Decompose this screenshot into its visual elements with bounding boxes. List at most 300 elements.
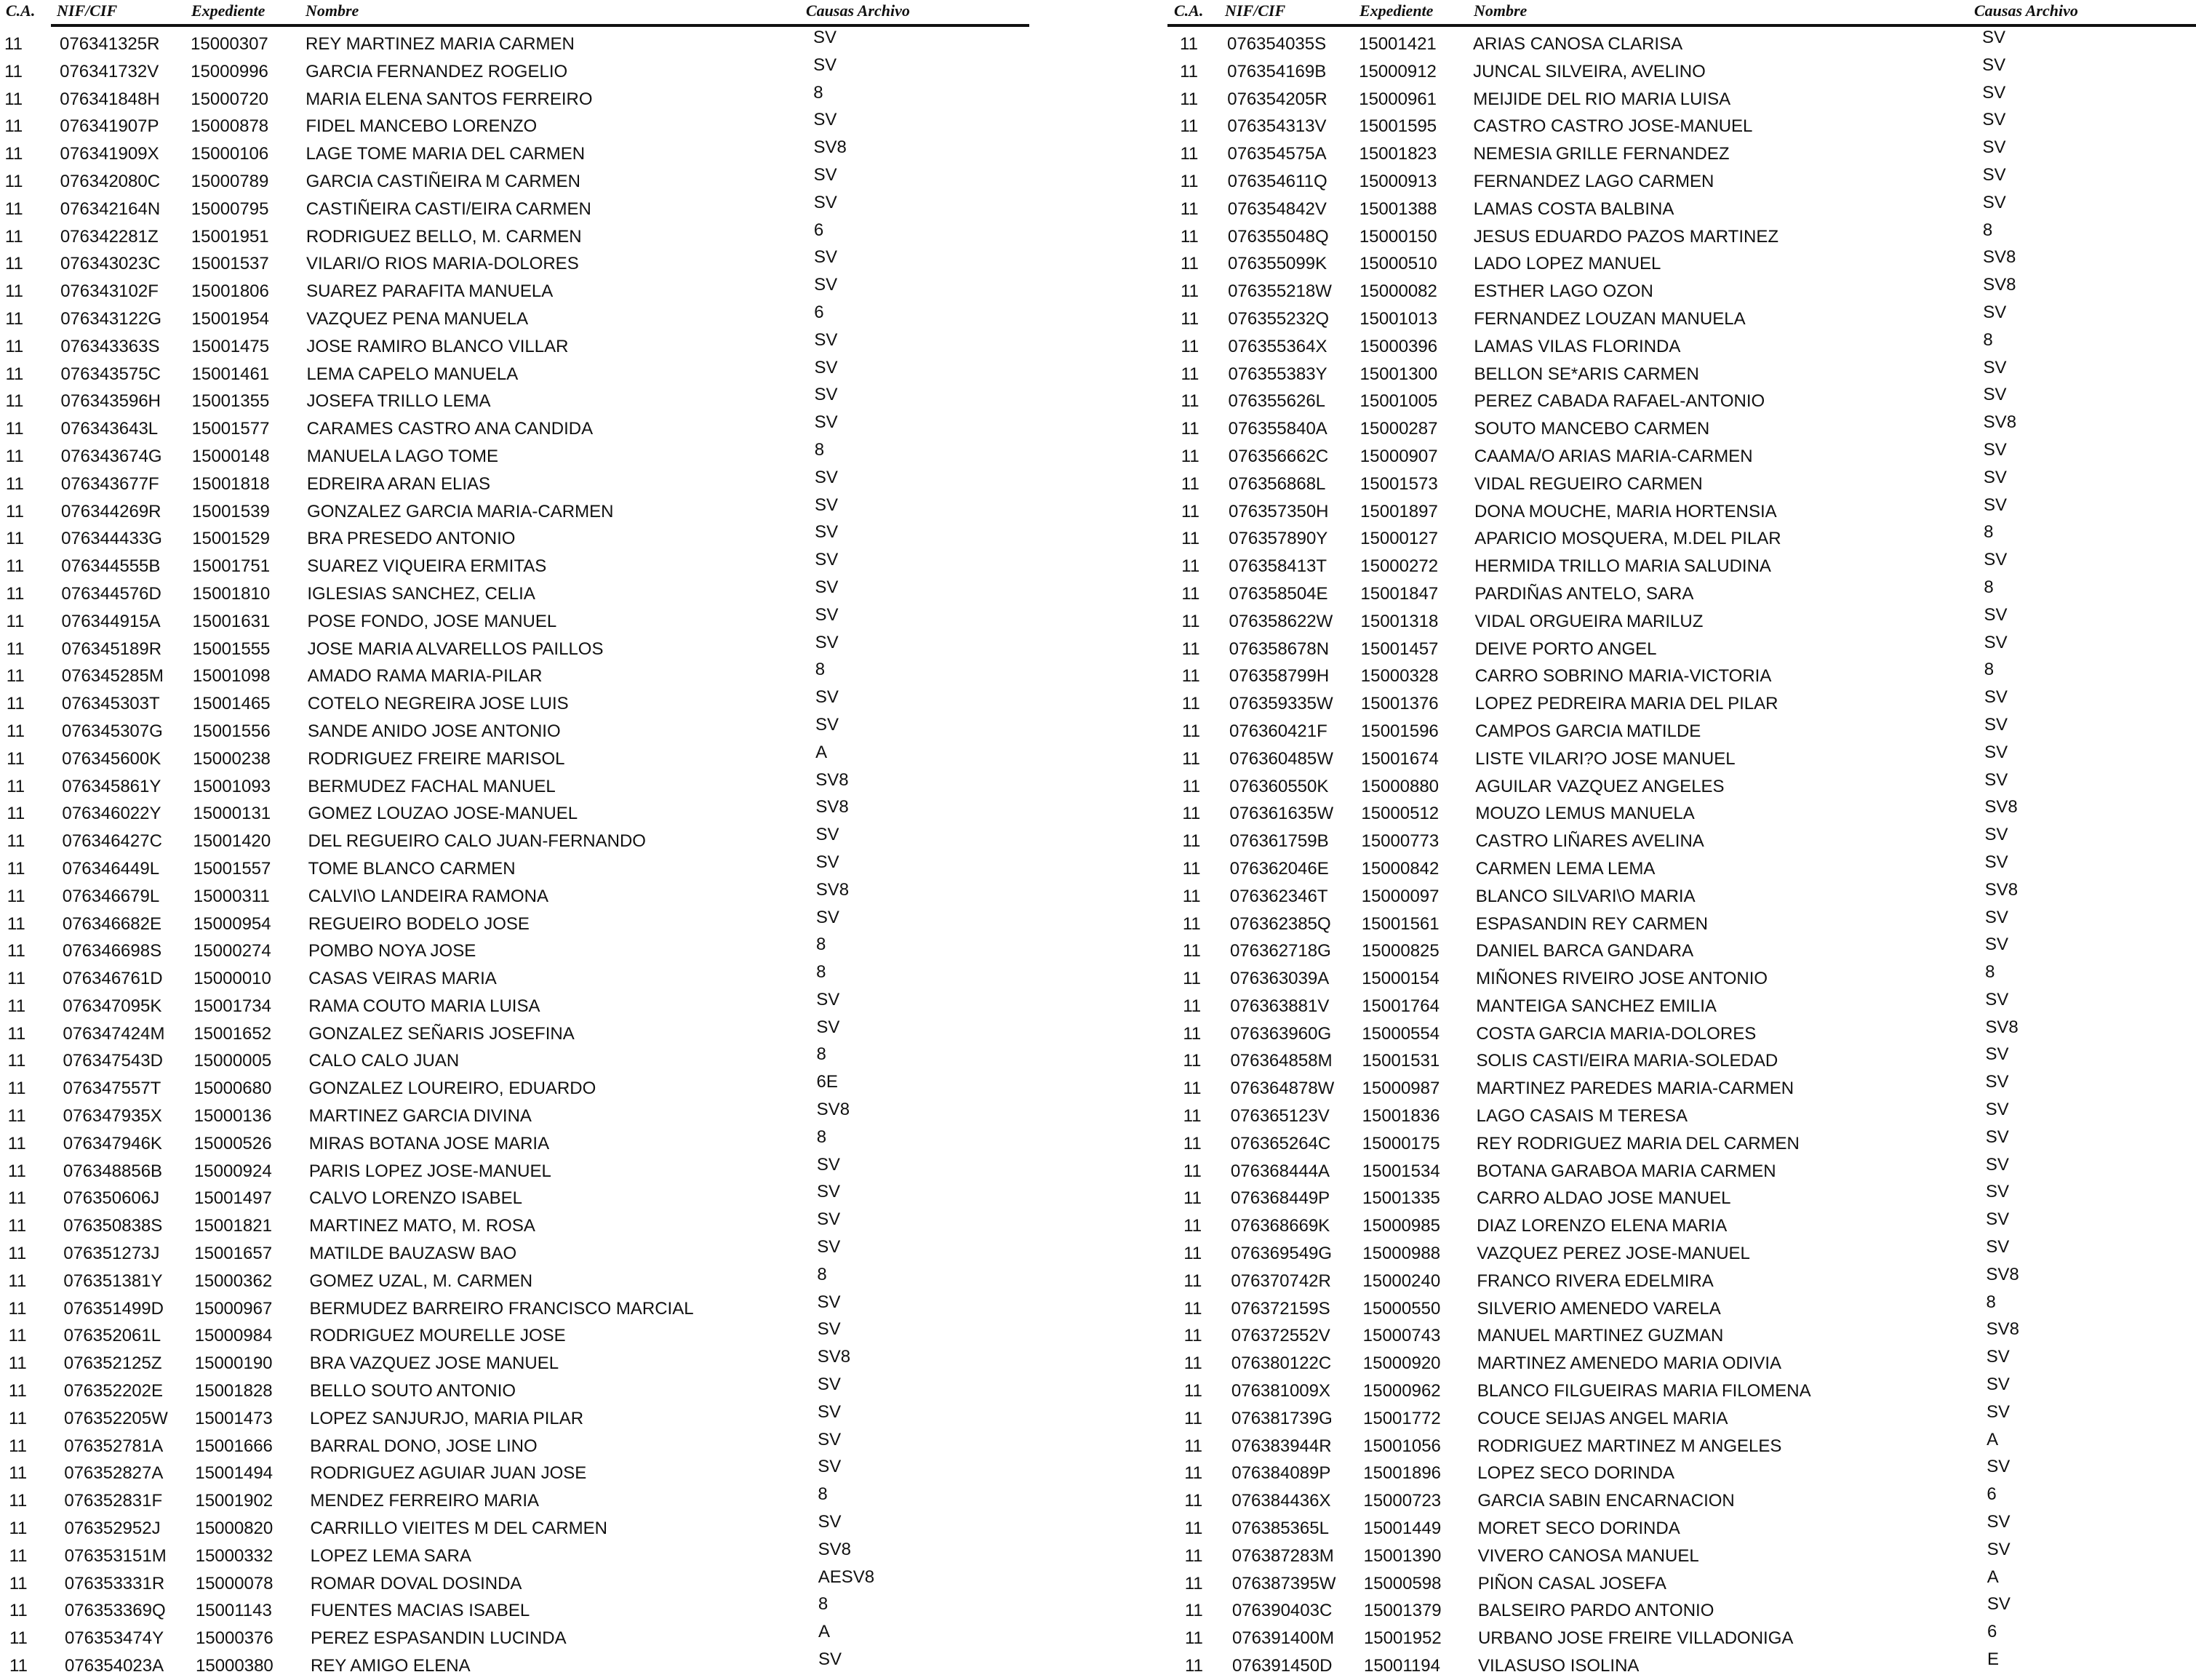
row-nif: 076342164N (60, 199, 161, 219)
row-nombre: IGLESIAS SANCHEZ, CELIA (307, 583, 535, 604)
row-causa: SV8 (815, 879, 850, 900)
row-causa: SV (1982, 28, 2006, 47)
row-nombre: MOUZO LEMUS MANUELA (1475, 804, 1695, 824)
table-row (1167, 742, 2196, 773)
row-causa: SV (817, 1237, 841, 1257)
row-nombre: JESUS EDUARDO PAZOS MARTINEZ (1473, 226, 1778, 247)
row-nombre: CASTRO CASTRO JOSE-MANUEL (1473, 116, 1753, 137)
row-nif: 076358799H (1229, 666, 1330, 687)
row-nombre: FUENTES MACIAS ISABEL (310, 1601, 530, 1621)
row-causa: SV (815, 907, 839, 927)
row-nif: 076351273J (63, 1244, 160, 1264)
row-nif: 076354313V (1227, 116, 1327, 137)
table-row (1167, 302, 2196, 333)
row-nombre: LAMAS VILAS FLORINDA (1474, 336, 1681, 356)
row-expediente: 15000396 (1359, 336, 1438, 356)
row-expediente: 15001555 (192, 639, 271, 659)
table-row (1167, 1567, 2196, 1598)
row-nombre: LADO LOPEZ MANUEL (1473, 254, 1661, 274)
row-expediente: 15000842 (1361, 858, 1440, 879)
row-causa: SV (1987, 1594, 2011, 1615)
table-row (1167, 825, 2196, 855)
row-expediente: 15000550 (1362, 1298, 1441, 1319)
row-expediente: 15001823 (1359, 144, 1437, 164)
row-nombre: VILARI/O RIOS MARIA-DOLORES (306, 254, 579, 274)
row-causa: 8 (814, 439, 825, 460)
row-causa: SV (1985, 1044, 2009, 1065)
row-expediente: 15001475 (191, 336, 270, 356)
row-nif: 076368444A (1230, 1161, 1330, 1181)
row-nif: 076383944R (1231, 1436, 1332, 1456)
row-nif: 076362046E (1229, 858, 1329, 879)
row-ca: 11 (4, 199, 23, 219)
row-ca: 11 (1184, 1545, 1203, 1566)
row-causa: SV (1984, 852, 2008, 872)
row-causa: SV (1983, 439, 2007, 460)
row-causa: SV (815, 550, 839, 570)
table-row (0, 660, 1029, 690)
row-nif: 076372159S (1231, 1298, 1330, 1319)
row-ca: 11 (9, 1573, 28, 1593)
table-row (0, 1457, 1029, 1487)
row-nombre: CARRILLO VIEITES M DEL CARMEN (310, 1519, 607, 1539)
row-causa: SV (815, 495, 839, 515)
row-causa: SV (1982, 192, 2006, 212)
row-nombre: POMBO NOYA JOSE (308, 941, 476, 961)
row-ca: 11 (1183, 996, 1202, 1016)
row-nif: 076346761D (63, 969, 163, 989)
row-nif: 076343674G (60, 446, 162, 466)
row-nombre: PARIS LOPEZ JOSE-MANUEL (308, 1161, 551, 1181)
row-expediente: 15001093 (193, 776, 271, 796)
row-causa: SV8 (1982, 247, 2016, 268)
table-row (1167, 962, 2196, 993)
row-nif: 076345303T (61, 694, 160, 714)
row-nif: 076353331R (64, 1573, 165, 1593)
row-ca: 11 (7, 969, 25, 989)
row-causa: E (1987, 1649, 2000, 1670)
row-causa: SV8 (813, 137, 847, 158)
header-expediente: Expediente (1359, 1, 1434, 20)
row-nif: 076343575C (60, 364, 161, 384)
row-expediente: 15001828 (194, 1381, 273, 1401)
row-ca: 11 (9, 1436, 28, 1456)
table-row (1167, 522, 2196, 553)
row-nif: 076354035S (1227, 34, 1327, 54)
table-row (0, 302, 1029, 333)
table-row (1167, 1622, 2196, 1652)
row-nif: 076343643L (60, 419, 159, 439)
row-nif: 076354842V (1227, 199, 1327, 219)
row-nombre: LAMAS COSTA BALBINA (1473, 199, 1674, 219)
row-causa: SV8 (1986, 1319, 2019, 1340)
row-expediente: 15000984 (194, 1326, 273, 1346)
row-causa: 8 (816, 1127, 827, 1147)
row-nif: 076351381Y (63, 1271, 163, 1291)
row-ca: 11 (8, 1271, 27, 1291)
row-nif: 076342080C (60, 171, 161, 191)
row-nombre: PIÑON CASAL JOSEFA (1477, 1573, 1666, 1593)
row-expediente: 15000723 (1363, 1491, 1442, 1511)
row-nombre: CARMEN LEMA LEMA (1475, 858, 1656, 879)
row-ca: 11 (1184, 1628, 1203, 1649)
row-causa: SV (817, 1182, 841, 1202)
row-causa: SV (814, 467, 838, 487)
row-ca: 11 (1184, 1408, 1202, 1428)
table-row (1167, 550, 2196, 580)
row-expediente: 15000962 (1362, 1381, 1441, 1401)
row-causa: SV8 (817, 1347, 851, 1367)
table-row (1167, 604, 2196, 636)
table-row (0, 797, 1029, 828)
row-nif: 076348856B (63, 1161, 163, 1181)
row-ca: 11 (4, 89, 23, 109)
row-nif: 076345861Y (62, 776, 161, 796)
row-expediente: 15000526 (193, 1133, 272, 1153)
row-expediente: 15001652 (193, 1023, 272, 1044)
row-nombre: VILASUSO ISOLINA (1478, 1656, 1640, 1676)
row-nif: 076347946K (63, 1133, 162, 1153)
row-nombre: BALSEIRO PARDO ANTONIO (1477, 1601, 1714, 1621)
row-causa: SV (1986, 1182, 2010, 1202)
row-expediente: 15001056 (1363, 1436, 1441, 1456)
row-nif: 076359335W (1229, 694, 1333, 714)
table-row (1167, 1429, 2196, 1460)
row-causa: SV8 (1984, 879, 2019, 900)
row-nombre: MENDEZ FERREIRO MARIA (310, 1491, 540, 1511)
table-row (1167, 1127, 2196, 1158)
row-ca: 11 (1181, 308, 1199, 329)
row-nif: 076345285M (61, 666, 164, 687)
row-causa: SV (816, 989, 840, 1009)
row-expediente: 15000825 (1361, 941, 1440, 961)
row-ca: 11 (1183, 1133, 1202, 1153)
row-nombre: VAZQUEZ PEREZ JOSE-MANUEL (1477, 1244, 1750, 1264)
row-causa: 6 (813, 220, 824, 240)
table-row (0, 275, 1029, 305)
table-row (1167, 55, 2196, 86)
row-nif: 076345189R (61, 639, 162, 659)
row-ca: 11 (1183, 1106, 1202, 1127)
row-causa: SV (1984, 632, 2008, 652)
table-row (0, 1154, 1029, 1185)
row-nombre: BELLO SOUTO ANTONIO (309, 1381, 516, 1401)
row-causa: SV (1982, 82, 2006, 103)
row-nif: 076346679L (62, 886, 160, 906)
row-causa: SV (814, 275, 838, 295)
row-ca: 11 (4, 254, 23, 274)
row-expediente: 15000274 (193, 941, 271, 961)
row-ca: 11 (1182, 913, 1201, 934)
row-nombre: CALVI\O LANDEIRA RAMONA (308, 886, 549, 906)
table-row (0, 852, 1029, 883)
row-expediente: 15001539 (192, 501, 270, 521)
row-nif: 076356662C (1228, 446, 1329, 466)
row-expediente: 15001902 (195, 1491, 273, 1511)
row-expediente: 15001821 (194, 1216, 272, 1236)
row-ca: 11 (1183, 1216, 1202, 1236)
row-ca: 11 (1180, 254, 1199, 274)
row-causa: SV (1985, 1100, 2009, 1120)
row-nombre: BELLON SE*ARIS CARMEN (1474, 364, 1699, 384)
row-ca: 11 (9, 1601, 28, 1621)
table-row (1167, 164, 2196, 196)
row-causa: SV (1987, 1401, 2011, 1422)
row-nombre: CALO CALO JUAN (308, 1051, 460, 1071)
row-ca: 11 (1181, 501, 1199, 521)
row-nombre: DIAZ LORENZO ELENA MARIA (1477, 1216, 1728, 1236)
row-nif: 076363960G (1230, 1023, 1332, 1044)
row-expediente: 15000097 (1361, 886, 1440, 906)
row-nif: 076387395W (1231, 1573, 1336, 1593)
row-nif: 076368449P (1231, 1188, 1330, 1209)
row-causa: SV (815, 522, 839, 543)
row-nif: 076343677F (60, 473, 159, 494)
row-expediente: 15001465 (192, 694, 271, 714)
row-causa: SV (814, 357, 838, 377)
row-nif: 076355218W (1228, 281, 1332, 302)
header-expediente: Expediente (191, 1, 265, 20)
row-causa: SV (1984, 714, 2008, 735)
row-causa: SV (818, 1401, 842, 1422)
row-expediente: 15000106 (191, 144, 269, 164)
row-expediente: 15000512 (1361, 804, 1440, 824)
table-row (0, 1429, 1029, 1460)
row-expediente: 15001379 (1363, 1601, 1442, 1621)
header-ca: C.A. (1174, 1, 1204, 20)
row-expediente: 15001420 (193, 831, 271, 852)
row-nif: 076363039A (1230, 969, 1330, 989)
row-nif: 076353369Q (64, 1601, 166, 1621)
row-nombre: LOPEZ SECO DORINDA (1477, 1463, 1674, 1484)
row-nif: 076354205R (1227, 89, 1327, 109)
row-nombre: SANDE ANIDO JOSE ANTONIO (308, 721, 561, 741)
row-nif: 076341732V (60, 61, 159, 81)
row-causa: SV (818, 1512, 842, 1532)
row-expediente: 15001577 (191, 419, 270, 439)
row-causa: A (818, 1622, 830, 1642)
row-causa: SV (1987, 1512, 2011, 1532)
row-expediente: 15001896 (1363, 1463, 1442, 1484)
row-causa: SV (815, 604, 839, 625)
row-expediente: 15000967 (194, 1298, 273, 1319)
table-row (0, 769, 1029, 801)
row-ca: 11 (1184, 1601, 1203, 1621)
row-expediente: 15001318 (1360, 611, 1439, 631)
row-ca: 11 (4, 171, 23, 191)
row-nombre: RAMA COUTO MARIA LUISA (308, 996, 540, 1016)
row-causa: SV8 (1983, 412, 2017, 433)
row-causa: SV8 (815, 797, 849, 817)
row-nombre: EDREIRA ARAN ELIAS (306, 473, 490, 494)
table-row (1167, 769, 2196, 801)
row-expediente: 15001952 (1363, 1628, 1442, 1649)
row-ca: 11 (1184, 1491, 1203, 1511)
row-ca: 11 (7, 858, 25, 879)
table-row (0, 1539, 1029, 1570)
row-nif: 076341907P (60, 116, 159, 137)
row-ca: 11 (1180, 34, 1198, 54)
table-row (1167, 1292, 2196, 1323)
row-causa: SV (813, 28, 837, 47)
table-row (0, 28, 1029, 58)
row-nif: 076355626L (1228, 391, 1326, 412)
row-causa: SV (1984, 604, 2008, 625)
row-nif: 076347557T (63, 1079, 161, 1099)
row-nombre: CARAMES CASTRO ANA CANDIDA (306, 419, 594, 439)
table-row (0, 937, 1029, 965)
row-nif: 076346449L (62, 858, 160, 879)
row-nif: 076364878W (1230, 1079, 1335, 1099)
row-expediente: 15000328 (1360, 666, 1439, 687)
row-causa: SV (815, 825, 839, 845)
row-ca: 11 (5, 391, 24, 412)
row-nif: 076352061L (63, 1326, 161, 1346)
row-nombre: SUAREZ PARAFITA MANUELA (306, 281, 554, 302)
header-causas: Causas Archivo (806, 1, 910, 20)
table-row (0, 1264, 1029, 1295)
row-ca: 11 (9, 1545, 28, 1566)
row-nombre: JOSE RAMIRO BLANCO VILLAR (306, 336, 569, 356)
row-nif: 076365264C (1230, 1133, 1331, 1153)
table-row (1167, 329, 2196, 361)
row-expediente: 15001764 (1362, 996, 1440, 1016)
row-nombre: LEMA CAPELO MANUELA (306, 364, 519, 384)
row-nif: 076362346T (1229, 886, 1328, 906)
row-nombre: CALVO LORENZO ISABEL (309, 1188, 523, 1209)
row-expediente: 15001098 (192, 666, 271, 687)
table-row (0, 1594, 1029, 1625)
row-expediente: 15000820 (195, 1519, 273, 1539)
row-nombre: MIÑONES RIVEIRO JOSE ANTONIO (1476, 969, 1768, 989)
row-expediente: 15000238 (193, 748, 271, 769)
row-nombre: PEREZ CABADA RAFAEL-ANTONIO (1474, 391, 1765, 412)
row-nif: 076387283M (1231, 1545, 1334, 1566)
row-nombre: MARTINEZ AMENEDO MARIA ODIVIA (1477, 1353, 1782, 1374)
row-causa: 8 (818, 1594, 829, 1615)
row-nombre: URBANO JOSE FREIRE VILLADONIGA (1477, 1628, 1794, 1649)
row-causa: SV (814, 329, 838, 350)
row-ca: 11 (1182, 776, 1201, 796)
table-row (1167, 1209, 2196, 1240)
row-nif: 076346427C (62, 831, 162, 852)
row-nombre: LAGO CASAIS M TERESA (1476, 1106, 1688, 1127)
row-nombre: LISTE VILARI?O JOSE MANUEL (1475, 748, 1736, 769)
row-ca: 11 (5, 364, 24, 384)
row-nif: 076365123V (1230, 1106, 1330, 1127)
row-causa: SV (1987, 1539, 2011, 1559)
row-expediente: 15001531 (1362, 1051, 1440, 1071)
row-causa: SV8 (815, 769, 849, 790)
row-ca: 11 (8, 1244, 27, 1264)
row-nombre: BRA VAZQUEZ JOSE MANUEL (309, 1353, 559, 1374)
row-expediente: 15001557 (193, 858, 271, 879)
row-causa: SV (1983, 467, 2007, 487)
row-nombre: ROMAR DOVAL DOSINDA (310, 1573, 522, 1593)
table-row (0, 137, 1029, 168)
row-nombre: COTELO NEGREIRA JOSE LUIS (307, 694, 569, 714)
table-row (1167, 714, 2196, 745)
row-expediente: 15001806 (191, 281, 269, 302)
row-ca: 11 (6, 556, 25, 577)
table-row (0, 1567, 1029, 1598)
row-expediente: 15000380 (196, 1656, 273, 1676)
row-causa: SV (1986, 1237, 2010, 1257)
row-nif: 076343102F (60, 281, 159, 302)
row-expediente: 15001534 (1362, 1161, 1440, 1181)
row-causa: SV (1983, 357, 2007, 377)
row-nombre: AGUILAR VAZQUEZ ANGELES (1475, 776, 1725, 796)
row-nif: 076344433G (61, 529, 162, 549)
row-expediente: 15000985 (1362, 1216, 1440, 1236)
row-nif: 076385365L (1231, 1519, 1329, 1539)
table-row (1167, 82, 2196, 113)
row-nif: 076344576D (61, 583, 161, 604)
row-causa: SV (813, 110, 837, 130)
table-row (1167, 28, 2196, 58)
row-nombre: CASAS VEIRAS MARIA (308, 969, 497, 989)
row-causa: 8 (1983, 329, 1993, 350)
row-causa: SV (1983, 385, 2007, 405)
row-nombre: AMADO RAMA MARIA-PILAR (307, 666, 543, 687)
row-ca: 11 (1182, 941, 1201, 961)
table-row (1167, 1319, 2196, 1350)
row-nombre: VIDAL ORGUEIRA MARILUZ (1474, 611, 1704, 631)
row-nombre: FRANCO RIVERA EDELMIRA (1477, 1271, 1714, 1291)
row-nombre: MARIA ELENA SANTOS FERREIRO (306, 89, 593, 109)
row-expediente: 15001376 (1360, 694, 1439, 714)
row-nombre: MIRAS BOTANA JOSE MARIA (308, 1133, 550, 1153)
table-row (1167, 247, 2196, 278)
row-nif: 076352205W (64, 1408, 168, 1428)
row-nombre: DEL REGUEIRO CALO JUAN-FERNANDO (308, 831, 646, 852)
row-nombre: REY AMIGO ELENA (311, 1656, 471, 1676)
row-nombre: NEMESIA GRILLE FERNANDEZ (1473, 144, 1730, 164)
row-expediente: 15000961 (1359, 89, 1437, 109)
row-expediente: 15000773 (1361, 831, 1440, 852)
row-nif: 076362385Q (1229, 913, 1331, 934)
row-ca: 11 (1183, 1326, 1202, 1346)
row-nombre: CARRO ALDAO JOSE MANUEL (1477, 1188, 1731, 1209)
row-nif: 076345600K (62, 748, 161, 769)
table-row (0, 632, 1029, 663)
row-ca: 11 (1181, 556, 1200, 577)
row-causa: 6E (816, 1072, 838, 1092)
row-ca: 11 (9, 1408, 27, 1428)
row-nif: 076343122G (60, 308, 161, 329)
row-ca: 11 (7, 1161, 26, 1181)
row-expediente: 15001421 (1359, 34, 1437, 54)
table-row (1167, 439, 2196, 471)
row-causa: SV (1982, 164, 2006, 185)
row-causa: SV (818, 1429, 842, 1449)
table-row (1167, 1237, 2196, 1268)
row-ca: 11 (8, 1353, 27, 1374)
table-row (1167, 907, 2196, 938)
row-ca: 11 (1182, 831, 1201, 852)
row-nif: 076350838S (63, 1216, 163, 1236)
table-row (1167, 1539, 2196, 1570)
row-ca: 11 (5, 419, 24, 439)
row-nif: 076346682E (62, 913, 161, 934)
row-ca: 11 (6, 639, 25, 659)
table-row (0, 1100, 1029, 1130)
table-row (0, 604, 1029, 636)
row-expediente: 15001473 (195, 1408, 273, 1428)
row-nombre: LAGE TOME MARIA DEL CARMEN (306, 144, 586, 164)
row-expediente: 15001005 (1359, 391, 1438, 412)
row-ca: 11 (1183, 1079, 1202, 1099)
